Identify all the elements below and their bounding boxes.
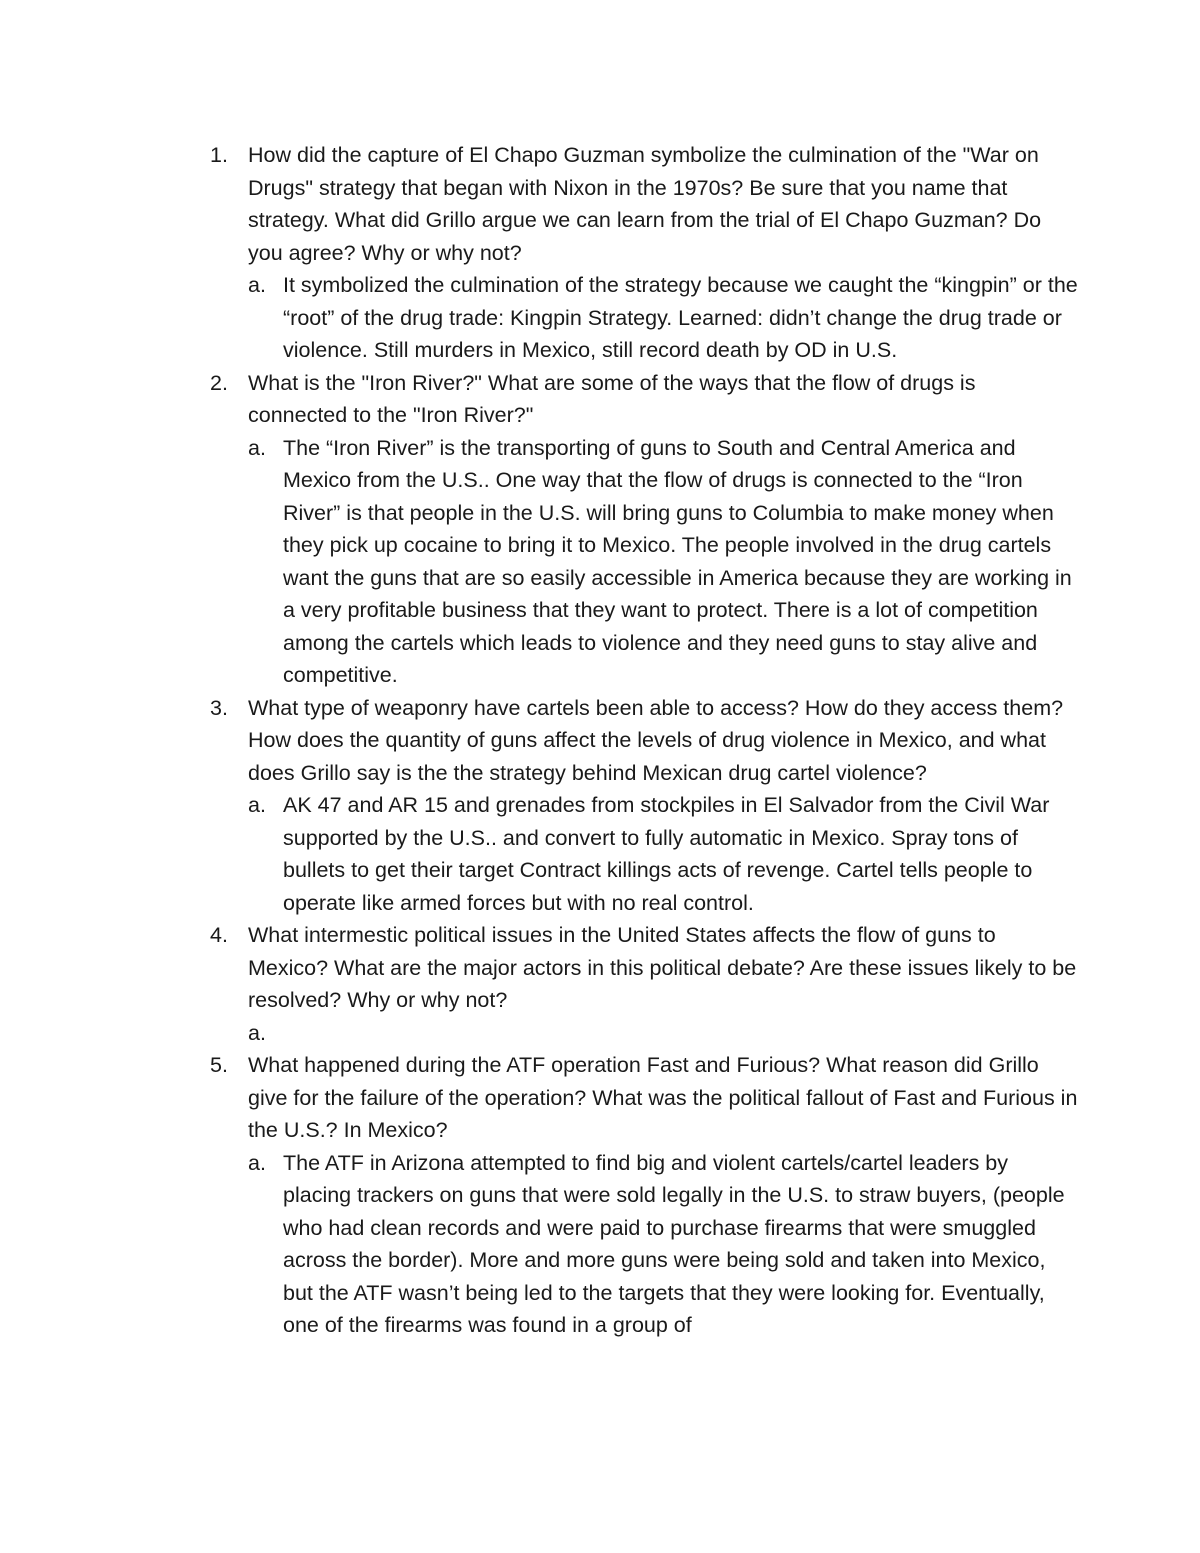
question-text: What is the "Iron River?" What are some of the ways that the flow of drugs is connected to the "Iron River?" [248,370,976,427]
answer-item [248,1147,1080,1342]
item-number: 5. [210,1053,228,1077]
answer-text: AK 47 and AR 15 and grenades from stockpiles in El Salvador from the Civil War supported by the U.S.. and convert to fully automatic in Mexico. Spray tons of bullets to get their target Contract killings acts of revenge. Cartel tells people to operate like armed forces but with no real control. [283,793,1050,915]
item-number: 4. [210,923,228,947]
answer-item [248,432,1080,692]
answer-text: The “Iron River” is the transporting of guns to South and Central America and Mexico from the U.S.. One way that the flow of drugs is connected to the “Iron River” is that people in the U.S. will bring guns to Columbia to make money when they pick up cocaine to bring it to Mexico. The people involved in the drug cartels want the guns that are so easily accessible in America because they are working in a very profitable business that they want to protect. There is a lot of competition among the cartels which leads to violence and they need guns to stay alive and competitive. [283,435,1072,687]
question-list [210,139,1080,1342]
answer-item [248,269,1080,367]
answer-text: It symbolized the culmination of the strategy because we caught the “kingpin” or the “root” of the drug trade: Kingpin Strategy. Learned: didn’t change the drug trade or violence. Still murders in Mexico, still record death by OD in U.S. [283,273,1078,362]
item-number: 1. [210,143,228,167]
answer-text: The ATF in Arizona attempted to find big and violent cartels/cartel leaders by placing trackers on guns that were sold legally in the U.S. to straw buyers, (people who had clean records and were paid to purchase firearms that were smuggled across the border). More and more guns were being sold and taken into Mexico, but the ATF wasn’t being led to the targets that they were looking for. Eventually, one of the firearms was found in a group of [283,1150,1065,1337]
answer-marker: a. [248,1150,266,1175]
answer-item [248,1017,1080,1050]
list-item-5 [210,1049,1080,1342]
item-number: 2. [210,370,228,395]
question-text: How did the capture of El Chapo Guzman symbolize the culmination of the "War on Drugs" strategy that began with Nixon in the 1970s? Be sure that you name that strategy. What did Grillo argue we can learn from the trial of El Chapo Guzman? Do you agree? Why or why not? [248,143,1042,265]
item-number: 3. [210,695,228,720]
list-item-1 [210,139,1080,367]
answer-marker: a. [248,793,266,817]
answer-marker: a. [248,273,266,297]
list-item-3 [210,692,1080,920]
answer-marker: a. [248,1020,266,1045]
list-item-4 [210,919,1080,1049]
answer-marker: a. [248,435,266,460]
answer-item [248,789,1080,919]
question-text: What intermestic political issues in the United States affects the flow of guns to Mexico? What are the major actors in this political debate? Are these issues likely to be resolved? Why or why not? [248,923,1077,1012]
question-text: What type of weaponry have cartels been able to access? How do they access them? How does the quantity of guns affect the levels of drug violence in Mexico, and what does Grillo say is the the strategy behind Mexican drug cartel violence? [248,695,1064,785]
answer-text [283,1017,1080,1050]
list-item-2 [210,367,1080,692]
question-text: What happened during the ATF operation Fast and Furious? What reason did Grillo give for the failure of the operation? What was the political fallout of Fast and Furious in the U.S.? In Mexico? [248,1053,1078,1142]
